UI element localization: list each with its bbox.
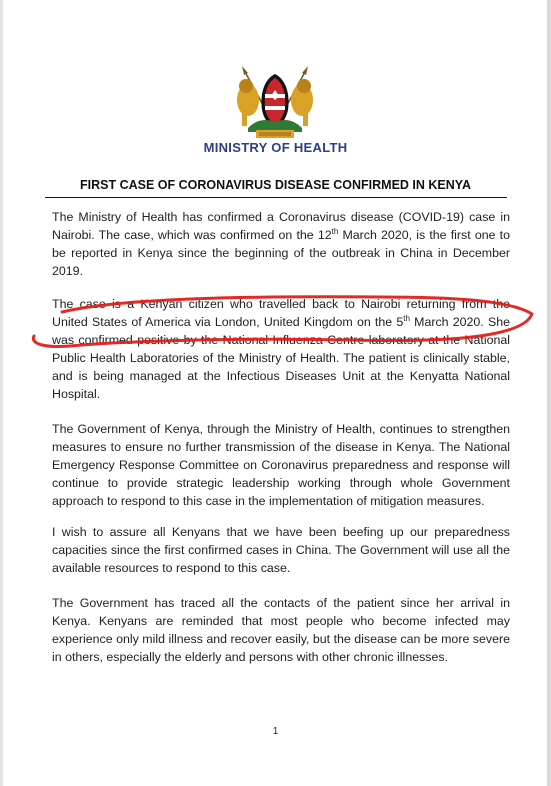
document-title: FIRST CASE OF CORONAVIRUS DISEASE CONFIRMED IN KENYA: [79, 178, 471, 192]
kenya-coat-of-arms-icon: [230, 66, 320, 144]
paragraph-patient-travel: [52, 295, 510, 403]
paragraph-text: The Ministry of Health has confirmed a Coronavirus disease (COVID-19) case in Nairobi. The case, which was confirmed on the 12: [52, 210, 510, 242]
ordinal-suffix: th: [331, 226, 339, 236]
paragraph-contacts-traced: The Government has traced all the contacts of the patient since her arrival in Kenya. Kenyans are reminded that most people who become infected may experience only mild illness and recover easily, but the disease can be more severe in others, especially the elderly and persons with other chronic illnesses.: [52, 596, 510, 664]
ordinal-suffix: th: [403, 313, 410, 323]
paragraph-case-confirmed: [52, 208, 510, 280]
paragraph-text: The case is a Kenyan citizen who travelled back to Nairobi returning from the United States of America via London, United Kingdom on the 5: [52, 297, 510, 329]
paragraph-government-measures: The Government of Kenya, through the Ministry of Health, continues to strengthen measures to ensure no further transmission of the disease in Kenya. The National Emergency Response Committee on Coronavirus preparedness and response will continue to provide strategic leadership working through whole Government approach to respond to this case in the implementation of mitigation measures.: [52, 422, 510, 508]
ministry-name: MINISTRY OF HEALTH: [203, 140, 348, 155]
paragraph-text: March 2020. She was confirmed positive by the National Influenza Centre laboratory at the National Public Health Laboratories of the Ministry of Health. The patient is clinically stable, and is being managed at the Infectious Diseases Unit at the Kenyatta National Hospital.: [52, 315, 510, 401]
paragraph-text: March 2020, is the first one to be reported in Kenya since the beginning of the outbreak in China in December 2019.: [52, 228, 510, 278]
page-number: 1: [272, 726, 279, 737]
title-underline: [45, 197, 507, 198]
paragraph-assurance: I wish to assure all Kenyans that we have been beefing up our preparedness capacities since the first confirmed cases in China. The Government will use all the available resources to respond to this case.: [52, 525, 510, 575]
